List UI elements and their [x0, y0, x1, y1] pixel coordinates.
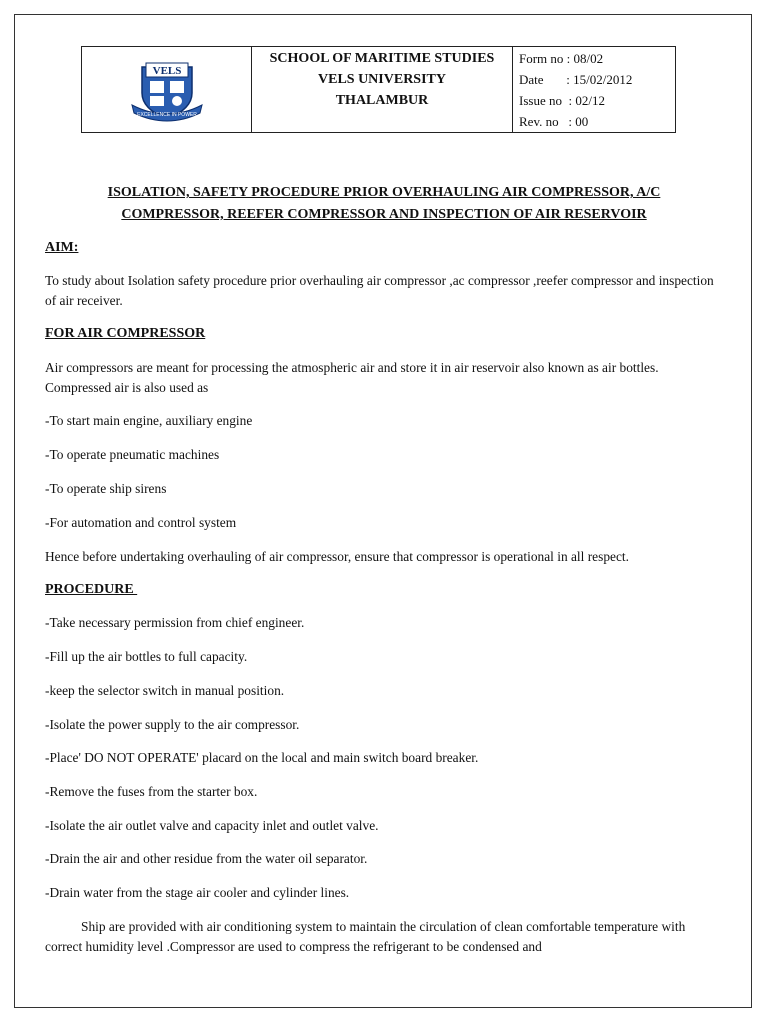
- list-item: -For automation and control system: [45, 515, 237, 530]
- title-line-2: COMPRESSOR, REEFER COMPRESSOR AND INSPECTION OF AIR RESERVOIR: [121, 207, 647, 222]
- list-item: -To operate pneumatic machines: [45, 447, 220, 462]
- form-info-cell: [513, 47, 675, 132]
- procedure-step: -Isolate the air outlet valve and capacity inlet and outlet valve.: [45, 818, 379, 833]
- procedure-step: -Drain the air and other residue from the water oil separator.: [45, 851, 368, 866]
- issue-number: Issue no : 02/12: [519, 93, 605, 108]
- procedure-step: -Fill up the air bottles to full capacity.: [45, 649, 248, 664]
- document-body: [45, 238, 725, 957]
- procedure-step: -Take necessary permission from chief engineer.: [45, 615, 305, 630]
- university-name: VELS UNIVERSITY: [318, 72, 446, 87]
- air-intro-text: Air compressors are meant for processing the atmospheric air and store it in air reservoir also known as air bottles. Compressed air is also used as: [45, 360, 659, 395]
- procedure-step: -Drain water from the stage air cooler and cylinder lines.: [45, 885, 350, 900]
- list-item: -To start main engine, auxiliary engine: [45, 413, 253, 428]
- document-header-table: [81, 46, 676, 133]
- revision-number: Rev. no : 00: [519, 114, 589, 129]
- hence-text: Hence before undertaking overhauling of air compressor, ensure that compressor is operational in all respect.: [45, 549, 629, 564]
- location-name: THALAMBUR: [335, 93, 429, 108]
- procedure-step: -Isolate the power supply to the air compressor.: [45, 717, 300, 732]
- school-name: SCHOOL OF MARITIME STUDIES: [269, 51, 495, 66]
- document-title: [40, 182, 728, 226]
- closing-text: Ship are provided with air conditioning system to maintain the circulation of clean comfortable temperature with correct humidity level .Compressor are used to compress the refrigerant to be condensed and: [45, 919, 686, 954]
- aim-text: To study about Isolation safety procedure prior overhauling air compressor ,ac compressor ,reefer compressor and inspection of air receiver.: [45, 273, 714, 308]
- list-item: -To operate ship sirens: [45, 481, 167, 496]
- svg-text:EXCELLENCE IN POWER: EXCELLENCE IN POWER: [136, 111, 197, 118]
- aim-heading: AIM:: [45, 240, 79, 255]
- vels-university-logo: [128, 57, 206, 123]
- logo-cell: [82, 47, 252, 132]
- svg-text:VELS: VELS: [152, 64, 181, 77]
- form-number: Form no : 08/02: [519, 51, 604, 66]
- title-line-1: ISOLATION, SAFETY PROCEDURE PRIOR OVERHAULING AIR COMPRESSOR, A/C: [107, 185, 661, 200]
- procedure-step: -Place' DO NOT OPERATE' placard on the local and main switch board breaker.: [45, 750, 479, 765]
- procedure-heading: PROCEDURE: [45, 582, 138, 597]
- form-date: Date : 15/02/2012: [519, 72, 633, 87]
- air-compressor-heading: FOR AIR COMPRESSOR: [45, 326, 206, 341]
- procedure-step: -Remove the fuses from the starter box.: [45, 784, 258, 799]
- procedure-step: -keep the selector switch in manual position.: [45, 683, 285, 698]
- school-name-cell: [252, 47, 513, 132]
